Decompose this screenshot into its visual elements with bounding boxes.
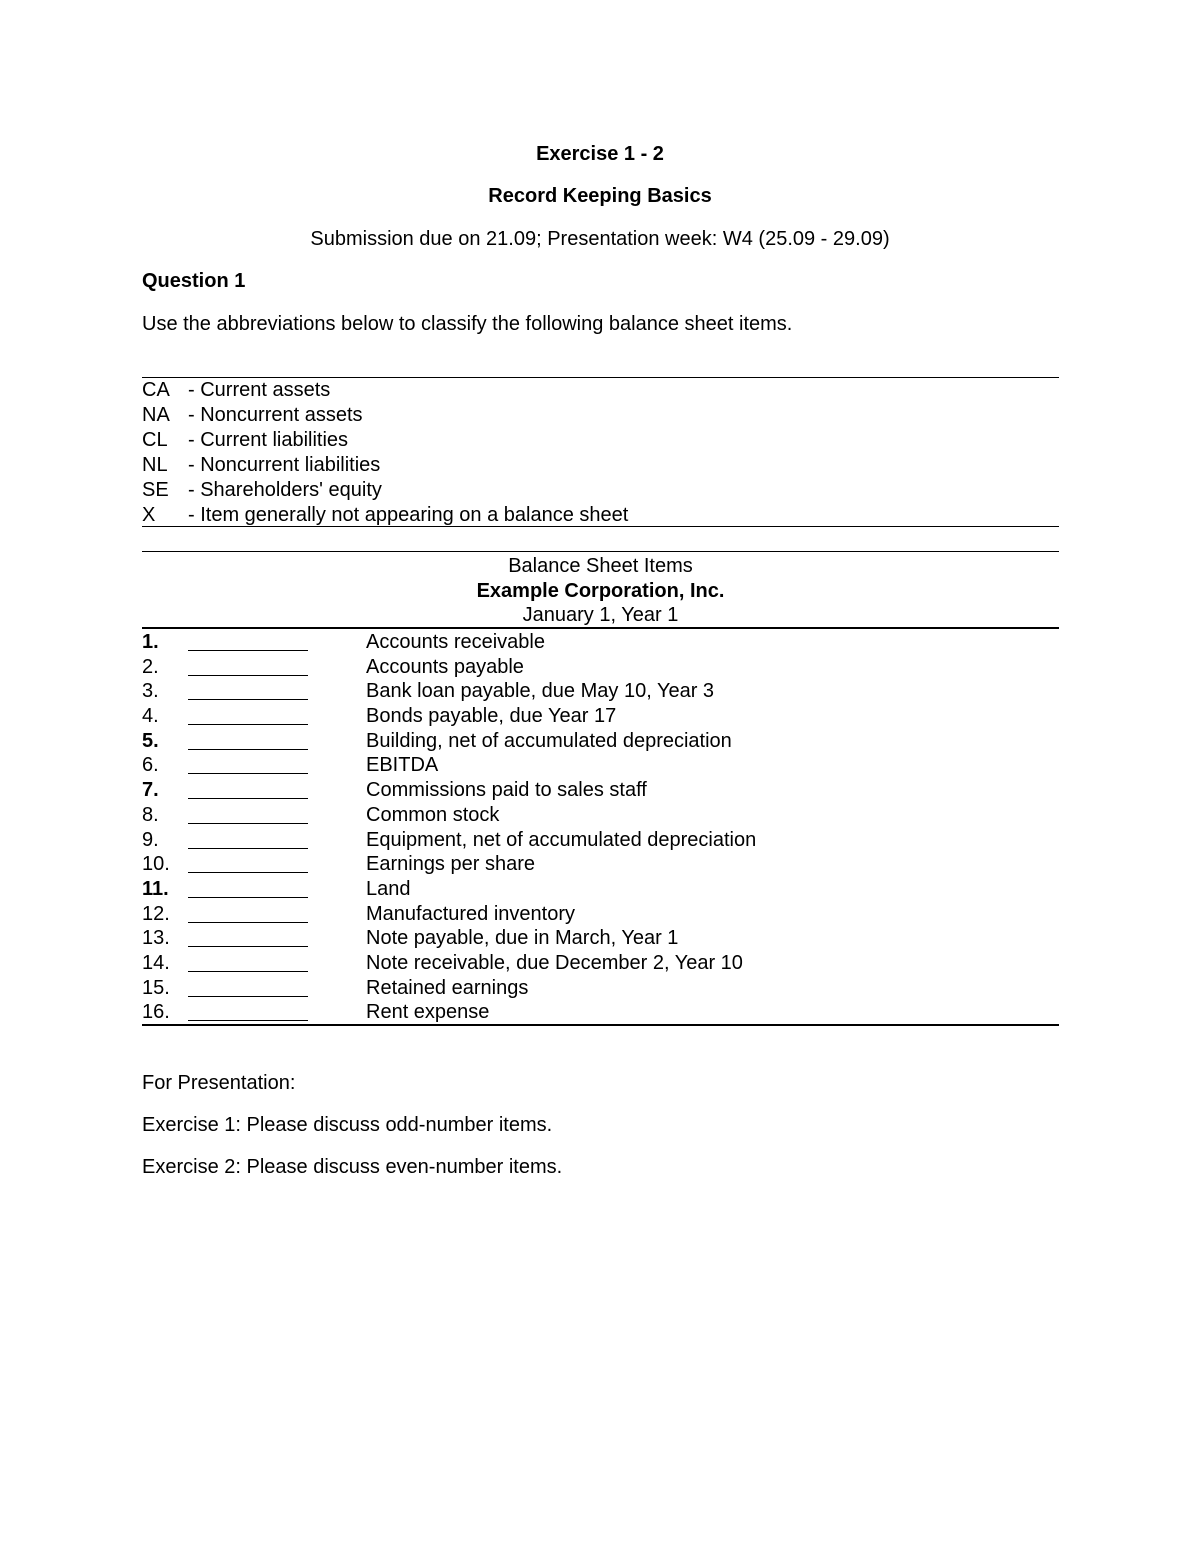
answer-blank[interactable] <box>188 897 308 898</box>
item-label: Accounts receivable <box>366 631 545 653</box>
item-label: EBITDA <box>366 754 439 777</box>
legend-abbr: NL <box>142 454 168 476</box>
item-label: Commissions paid to sales staff <box>366 779 647 802</box>
item-number: 2. <box>142 655 159 678</box>
legend-row <box>142 453 1059 478</box>
item-number: 8. <box>142 803 159 826</box>
table-header-rule <box>142 627 1059 629</box>
answer-blank[interactable] <box>188 823 308 824</box>
table-top-rule <box>142 551 1059 552</box>
table-row <box>142 630 1059 655</box>
legend-row <box>142 378 1059 403</box>
item-label: Bank loan payable, due May 10, Year 3 <box>366 680 715 703</box>
answer-blank[interactable] <box>188 1020 308 1021</box>
table-row <box>142 1000 1059 1025</box>
item-number: 5. <box>142 729 159 752</box>
answer-blank[interactable] <box>188 699 308 700</box>
answer-blank[interactable] <box>188 922 308 923</box>
legend-desc: - Current liabilities <box>188 429 349 451</box>
item-number: 10. <box>142 853 170 876</box>
table-row <box>142 951 1059 976</box>
item-label: Retained earnings <box>366 976 529 999</box>
item-number: 9. <box>142 828 159 851</box>
answer-blank[interactable] <box>188 749 308 750</box>
legend-desc: - Current assets <box>188 379 331 401</box>
item-number: 11. <box>142 877 169 900</box>
answer-blank[interactable] <box>188 650 308 651</box>
item-number: 15. <box>142 976 170 999</box>
table-row <box>142 729 1059 754</box>
answer-blank[interactable] <box>188 872 308 873</box>
item-label: Bonds payable, due Year 17 <box>366 705 617 728</box>
item-label: Earnings per share <box>366 853 535 876</box>
item-label: Land <box>366 877 411 900</box>
answer-blank[interactable] <box>188 946 308 947</box>
legend-bottom-rule <box>142 526 1059 527</box>
legend-row <box>142 478 1059 503</box>
item-number: 3. <box>142 680 159 703</box>
table-heading: Balance Sheet Items <box>508 555 693 577</box>
table-row <box>142 778 1059 803</box>
legend-desc: - Noncurrent assets <box>188 404 363 426</box>
legend-row <box>142 403 1059 428</box>
legend-abbr: CA <box>142 379 170 401</box>
item-label: Note receivable, due December 2, Year 10 <box>366 951 743 974</box>
question-instruction: Use the abbreviations below to classify the following balance sheet items. <box>142 313 793 335</box>
item-label: Rent expense <box>366 1001 490 1024</box>
legend-abbr: NA <box>142 404 170 426</box>
submission-line: Submission due on 21.09; Presentation week: W4 (25.09 - 29.09) <box>310 228 890 250</box>
table-company: Example Corporation, Inc. <box>476 580 725 602</box>
item-number: 14. <box>142 951 170 974</box>
answer-blank[interactable] <box>188 971 308 972</box>
table-row <box>142 877 1059 902</box>
answer-blank[interactable] <box>188 996 308 997</box>
presentation-heading: For Presentation: <box>142 1072 296 1094</box>
table-row <box>142 655 1059 680</box>
presentation-exercise-1: Exercise 1: Please discuss odd-number items. <box>142 1114 553 1136</box>
item-label: Accounts payable <box>366 655 524 678</box>
presentation-exercise-2: Exercise 2: Please discuss even-number items. <box>142 1156 563 1178</box>
item-number: 16. <box>142 1001 170 1024</box>
legend-desc: - Noncurrent liabilities <box>188 454 381 476</box>
answer-blank[interactable] <box>188 798 308 799</box>
item-label: Common stock <box>366 803 500 826</box>
table-row <box>142 704 1059 729</box>
exercise-title: Exercise 1 - 2 <box>536 143 664 165</box>
answer-blank[interactable] <box>188 848 308 849</box>
table-row <box>142 753 1059 778</box>
item-number: 12. <box>142 902 170 925</box>
table-date: January 1, Year 1 <box>522 604 679 626</box>
item-label: Building, net of accumulated depreciation <box>366 729 732 752</box>
item-number: 13. <box>142 927 170 950</box>
exercise-subtitle: Record Keeping Basics <box>488 185 712 207</box>
legend-desc: - Item generally not appearing on a balance sheet <box>188 504 629 526</box>
table-bottom-rule <box>142 1024 1059 1026</box>
legend-row <box>142 503 1059 528</box>
table-row <box>142 976 1059 1001</box>
item-label: Note payable, due in March, Year 1 <box>366 927 679 950</box>
legend-row <box>142 428 1059 453</box>
question-heading: Question 1 <box>142 270 246 292</box>
answer-blank[interactable] <box>188 773 308 774</box>
legend-abbr: SE <box>142 479 169 501</box>
item-number: 1. <box>142 631 159 653</box>
balance-sheet-items <box>142 630 1059 1025</box>
table-row <box>142 926 1059 951</box>
legend-abbr: CL <box>142 429 168 451</box>
item-number: 4. <box>142 705 159 728</box>
table-row <box>142 852 1059 877</box>
abbreviation-legend <box>142 378 1059 528</box>
item-number: 7. <box>142 779 159 802</box>
item-number: 6. <box>142 754 159 777</box>
item-label: Manufactured inventory <box>366 902 576 925</box>
table-row <box>142 902 1059 927</box>
table-row <box>142 679 1059 704</box>
item-label: Equipment, net of accumulated depreciation <box>366 828 757 851</box>
answer-blank[interactable] <box>188 724 308 725</box>
answer-blank[interactable] <box>188 675 308 676</box>
legend-desc: - Shareholders' equity <box>188 479 382 501</box>
legend-abbr: X <box>142 504 156 526</box>
table-row <box>142 828 1059 853</box>
table-row <box>142 803 1059 828</box>
